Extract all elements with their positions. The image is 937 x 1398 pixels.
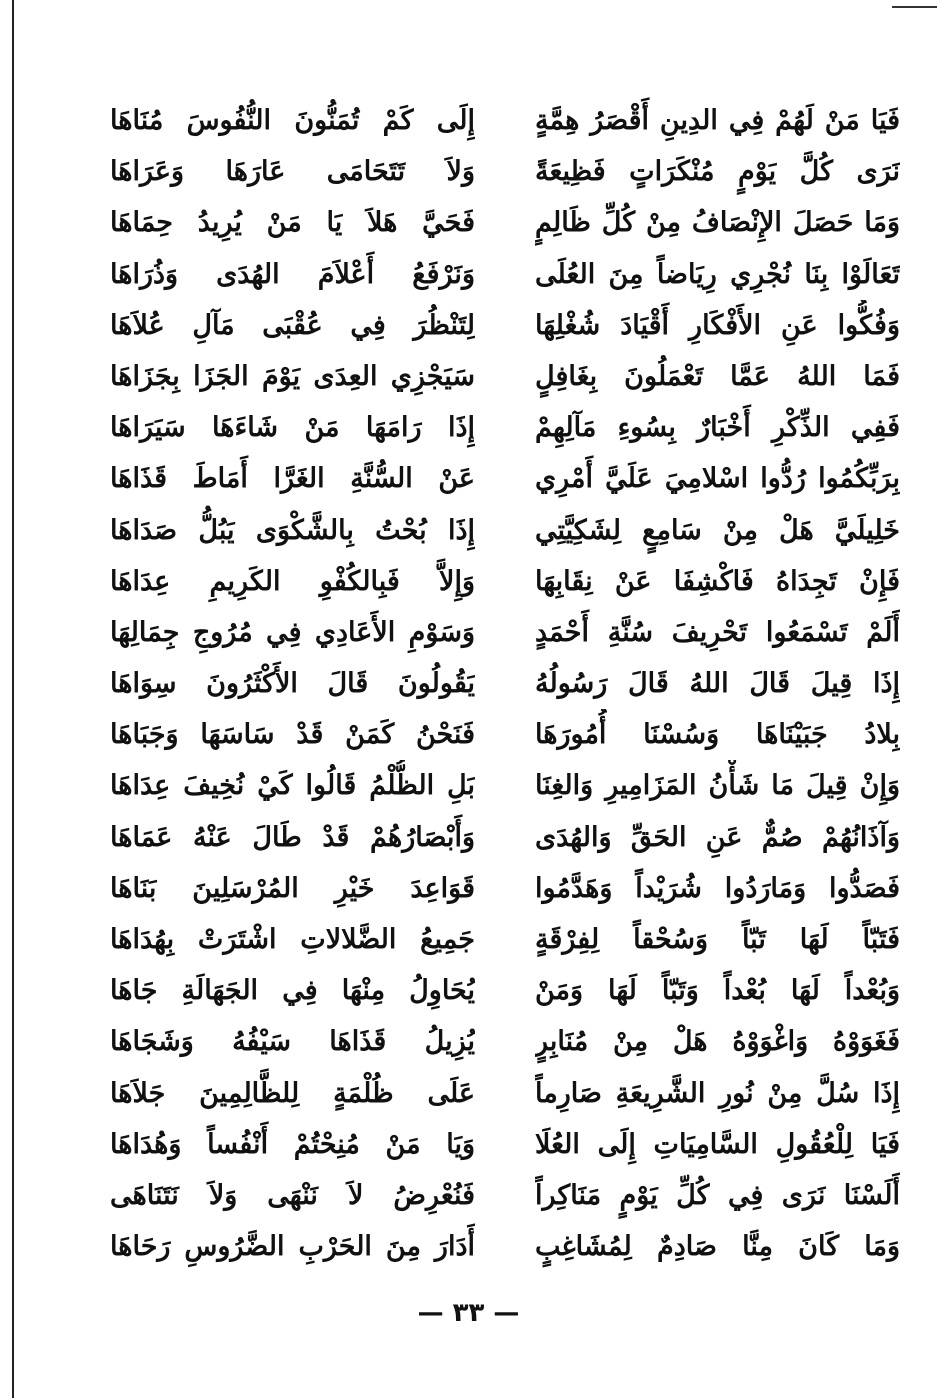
verse-first-half-21: فَيَا لِلْعُقُولِ السَّامِيَاتِ إِلَى العُلَا (535, 1128, 900, 1160)
verse-first-half-14: وَإِنْ قِيلَ مَا شَأْنُ المَزَامِيرِ وَالغِنَا (535, 770, 900, 802)
verse-second-half-3: فَحَيَّ هَلاَ يَا مَنْ يُرِيدُ حِمَاهَا (110, 207, 475, 239)
verse-first-half-9: خَلِيلَيَّ هَلْ مِنْ سَامِعٍ لِشَكِيَّتِي (535, 514, 900, 546)
verse-first-half-2: نَرَى كُلَّ يَوْمٍ مُنْكَرَاتٍ فَظِيعَةً (535, 156, 900, 188)
page-number: — ٣٣ — (417, 1298, 520, 1328)
verse-second-half-11: وَسَوْمِ الأَعَادِي فِي مُرُوجِ جِمَالِهَا (110, 616, 475, 648)
verse-first-half-4: تَعَالَوْا بِنَا نُجْرِي رِيَاضاً مِنَ العُلَى (535, 258, 900, 290)
verse-first-half-23: وَمَا كَانَ مِنَّا صَادِمٌ لِمُشَاغِبٍ (535, 1231, 900, 1263)
verse-first-half-19: فَغَوَوْهُ وَاغْوَوْهُ هَلْ مِنْ مُنَابِرٍ (535, 1026, 900, 1058)
verse-second-half-15: وَأَبْصَارُهُمْ قَدْ طَالَ عَنْهُ عَمَاهَا (110, 821, 475, 853)
corner-mark (892, 6, 937, 8)
verse-first-half-10: فَإِنْ تَجِدَاهُ فَاكْشِفَا عَنْ نِقَابِهَا (535, 565, 900, 597)
verse-second-half-17: جَمِيعُ الضَّلالاتِ اشْتَرَتْ بِهُدَاهَا (110, 924, 475, 955)
verse-second-half-19: يُزِيلُ قَذَاهَا سَيْفُهُ وَشَجَاهَا (110, 1026, 475, 1058)
verse-first-half-6: فَمَا اللهُ عَمَّا تَعْمَلُونَ بِغَافِلٍ (535, 360, 900, 392)
verse-first-half-13: بِلادُ جَبَيْنَاهَا وَسُسْنَا أُمُورَهَا (535, 719, 900, 751)
verse-first-half-22: أَلَسْنَا نَرَى فِي كُلِّ يَوْمٍ مَنَاكِراً (535, 1179, 900, 1211)
verse-first-half-20: إِذَا سُلَّ مِنْ نُورِ الشَّرِيعَةِ صَارِماً (535, 1077, 900, 1109)
verse-first-half-8: بِرَبِّكُمُوا رُدُّوا اسْلامِيَ عَلَيَّ أَمْرِي (535, 463, 900, 495)
verse-first-half-1: فَيَا مَنْ لَهُمْ فِي الدِينِ أَقْصَرُ هِمَّةٍ (535, 105, 900, 136)
poem-first-hemistichs (535, 95, 900, 1272)
verse-second-half-6: سَيَجْزِي العِدَى يَوْمَ الجَزَا بِجَزَاهَا (110, 360, 475, 392)
verse-second-half-16: قَوَاعِدَ خَيْرِ المُرْسَلِينَ بَنَاهَا (110, 872, 475, 904)
verse-second-half-22: فَنُعْرِضُ لاَ نَنْهَى وَلاَ نَتَنَاهَى (110, 1179, 475, 1211)
verse-first-half-15: وَآذَانُهُمْ صُمٌّ عَنِ الحَقِّ وَالهُدَى (535, 821, 900, 853)
verse-second-half-14: بَلِ الظُّلْمُ قَالُوا كَيْ نُخِيفَ عِدَاهَا (110, 770, 475, 802)
verse-first-half-5: وَفُكُّوا عَنِ الأَفْكَارِ أَقْيَادَ شُغْلِهَا (535, 309, 900, 341)
verse-second-half-13: فَنَحْنُ كَمَنْ قَدْ سَاسَهَا وَجَبَاهَا (110, 719, 475, 751)
verse-second-half-18: يُحَاوِلُ مِنْهَا فِي الجَهَالَةِ جَاهَا (110, 975, 475, 1007)
verse-first-half-11: أَلَمْ تَسْمَعُوا تَحْرِيفَ سُنَّةِ أَحْمَدٍ (535, 616, 900, 648)
verse-first-half-7: فَفِي الذِّكْرِ أَخْبَارٌ بِسُوءِ مَآلِهِمْ (535, 412, 900, 444)
verse-second-half-4: وَنَرْفَعُ أَعْلاَمَ الهُدَى وَذُرَاهَا (110, 258, 475, 290)
verse-second-half-20: عَلَى ظُلْمَةٍ لِلظَّالِمِينَ جَلاَهَا (110, 1077, 475, 1109)
verse-second-half-8: عَنْ السُّنَّةِ الغَرَّا أَمَاطَ قَذَاهَا (110, 463, 475, 495)
poem-second-hemistichs (110, 95, 475, 1272)
verse-second-half-23: أَدَارَ مِنَ الحَرْبِ الضَّرُوسِ رَحَاهَا (110, 1231, 475, 1263)
verse-second-half-5: لِتَنْظُرَ فِي عُقْبَى مَآلِ عُلاَهَا (110, 309, 475, 341)
verse-second-half-12: يَقُولُونَ قَالَ الأَكْثَرُونَ سِوَاهَا (110, 668, 475, 700)
verse-first-half-18: وَبُعْداً لَهَا بُعْداً وَتَبّاً لَهَا وَمَنْ (535, 975, 900, 1007)
verse-second-half-10: وَإِلاَّ فَبِالكُفْوِ الكَرِيمِ عِدَاهَا (110, 565, 475, 597)
verse-second-half-2: وَلاَ تَتَحَامَى عَارَهَا وَعَرَاهَا (110, 156, 475, 188)
verse-second-half-7: إِذَا رَامَهَا مَنْ شَاءَهَا سَيَرَاهَا (110, 412, 475, 444)
verse-second-half-1: إِلَى كَمْ تُمَنُّونَ النُّفُوسَ مُنَاهَا (110, 105, 475, 136)
verse-second-half-9: إِذَا بُحْتُ بِالشَّكْوَى يَبُلُّ صَدَاهَا (110, 514, 475, 546)
verse-first-half-16: فَصَدُّوا وَمَارَدُوا شُرَيْداً وَهَدَّمُوا (535, 872, 900, 904)
verse-first-half-17: فَتَبّاً لَهَا تَبّاً وَسُحْقاً لِفِرْقَةٍ (535, 924, 900, 955)
poem-page (70, 95, 900, 1275)
verse-first-half-12: إِذَا قِيلَ قَالَ اللهُ قَالَ رَسُولُهُ (535, 668, 900, 700)
verse-first-half-3: وَمَا حَصَلَ الإِنْصَافُ مِنْ كُلِّ ظَالِمٍ (535, 207, 900, 239)
verse-second-half-21: وَيَا مَنْ مُنِحْتُمْ أَنْفُساً وَهُدَاهَا (110, 1128, 475, 1160)
binding-edge-line (12, 0, 14, 1398)
